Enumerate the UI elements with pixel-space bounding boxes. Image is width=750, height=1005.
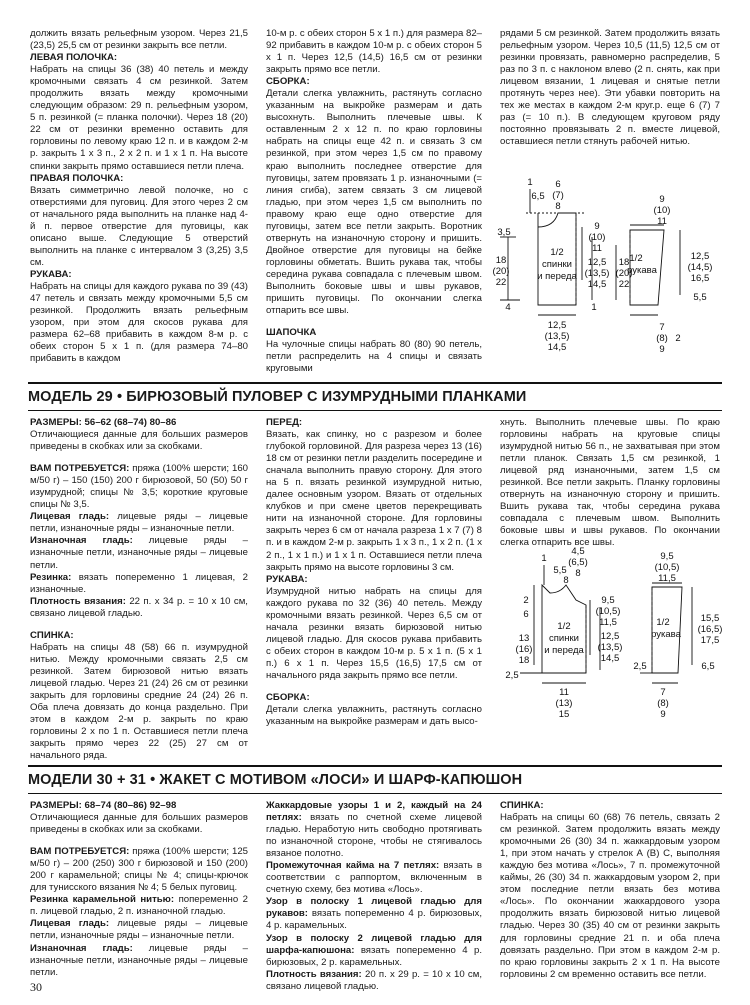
term-label: Резинка: [30, 571, 72, 583]
dim-label: 14,5 [547, 342, 567, 353]
model-30-31-title [28, 765, 722, 794]
dim-label: (13,5) [597, 642, 623, 653]
section-heading: РАЗМЕРЫ: 68–74 (80–86) 92–98 [30, 800, 177, 811]
dim-label: 18 [495, 255, 507, 266]
dim-label: 9 [659, 344, 665, 355]
paragraph: Вязать, как спинку, но с разрезом и более глубокой горловиной. Для разреза через 13 (16) 18 см от резинки петли разделить посередине и сначала выполнить правую сторону. Для этого на 5 п. вязать резинкой изумрудной нитью, далее основным узором. Вязать от отдельных клубков и при смене цветов перекрещивать нити на изнаночной стороне. Для горловины закрыть через 6 см от начала разреза 1 х 7 (7) 8 п. и в каждом 2-м р. закрыть 1 х 3 п., 1 х 2 п. (1 х 2 п., 1 х 1 п.) и 1 х 1 п. Оставшиеся петли плеча закрыть прямо на высоте горловины 3 см. [266, 429, 482, 573]
dim-label: 11,5 [599, 617, 617, 628]
dim-label: 2 [675, 333, 681, 344]
term-label: Изнаночная гладь: [30, 535, 133, 547]
dim-label: 9,5 [601, 595, 615, 606]
model29-pattern-diagram [500, 545, 730, 730]
piece-label: 1/2 [550, 247, 564, 258]
spacer [266, 317, 482, 327]
dim-label: 11 [657, 216, 667, 227]
term-label: Промежуточная кайма на 7 петлях: [266, 860, 440, 872]
term-label: Узор в полоску 1 лицевой гладью для рукавов: [266, 896, 482, 920]
term-label: Резинка карамельной нитью: [30, 894, 175, 906]
dim-label: (20) [615, 268, 633, 279]
dim-label: 8 [575, 568, 581, 579]
model30-col-3 [500, 800, 720, 981]
dim-label: 9 [660, 709, 666, 720]
dim-label: 5,5 [693, 292, 707, 303]
piece-label: и переда [537, 271, 577, 282]
dim-label: 15,5 [700, 613, 720, 624]
dim-label: 11,5 [658, 573, 676, 584]
top-col-3 [500, 28, 720, 148]
paragraph [30, 511, 248, 535]
paragraph [30, 572, 248, 596]
dim-label: (13) [555, 698, 573, 709]
model30-col-1 [30, 800, 248, 979]
dim-label: 9,5 [660, 551, 674, 562]
model29-col-1 [30, 417, 248, 762]
dim-label: 7 [660, 687, 666, 698]
paragraph: Изумрудной нитью набрать на спицы для каждого рукава по 32 (36) 40 петель. Между кромочными вязать резинкой. Через 6,5 см от начала резинки вязать бирюзовой нитью лицевой гладью. Для скосов рукава прибавить с обеих сторон в каждом 10-м р. 5 х 1 п. (5 х 1 п.) 6 х 1 п. Через 15,5 (16,5) 17,5 см от начального ряда закрыть прямо все петли. [266, 585, 482, 681]
dim-label: (10) [653, 205, 671, 216]
dim-label: 2,5 [633, 661, 647, 672]
term-text: пряжа (100% шерсти; 160 м/50 г) – 150 (150) 200 г бирюзовой, 50 (50) 50 г изумрудной; спицы № 3,5; короткие круговые спицы № 3,5. [30, 463, 248, 511]
paragraph [30, 463, 248, 511]
term-label: ВАМ ПОТРЕБУЕТСЯ: [30, 846, 130, 858]
piece-label: спинки [549, 633, 579, 644]
paragraph: 10-м р. с обеих сторон 5 х 1 п.) для размера 82–92 прибавить в каждом 10-м р. с обеих сторон 5 х 1 п. Через 12,5 (14,5) 16,5 см от резинки закрыть прямо все петли. [266, 28, 482, 76]
paragraph: рядами 5 см резинкой. Затем продолжить вязать рельефным узором. Через 10,5 (11,5) 12,5 см от резинки провязать, равномерно распределив, 5 раз по 3 п. с наклоном влево (2 п. снять, как при лицевом вязании, 1 лицевая и снятые петли протянуть через нее). Эти убавки повторить на тех же местах в каждом 2-м круг.р. еще 6 (7) 7 раз (= 10 п.). В следующем круговом ряду постоянно провязывать 2 п. вместе лицевой, оставшиеся петли стянуть рабочей нитью. [500, 28, 720, 148]
term-text: вязать в соответствии с раппортом, включенным в счетную схему, без мотива «Лось». [266, 860, 482, 896]
section-heading: ПЕРЕД: [266, 417, 303, 428]
paragraph [266, 860, 482, 896]
term-label: Изнаночная гладь: [30, 942, 133, 954]
paragraph: Отличающиеся данные для больших размеров приведены в скобках или за скобками. [30, 429, 248, 453]
dim-label: (6,5) [568, 557, 588, 568]
term-text: попеременно 2 п. лицевой гладью, 2 п. изнаночной гладью. [30, 894, 248, 918]
dim-label: (8) [656, 333, 668, 344]
term-text: вязать по счетной схеме лицевой гладью. Неработую нить свободно протягивать по изнаночной стороне, чтобы не стягивалось вязаное полотно. [266, 812, 482, 860]
dim-label: 1 [527, 177, 533, 188]
paragraph [30, 846, 248, 894]
dim-label: 6 [555, 179, 561, 190]
dim-label: 12,5 [587, 257, 607, 268]
term-label: Лицевая гладь: [30, 918, 110, 930]
dim-label: 22 [618, 279, 630, 290]
spacer [30, 453, 248, 463]
model29-col-3 [500, 417, 720, 550]
model-title: ЖАКЕТ С МОТИВОМ «ЛОСИ» И ШАРФ-КАПЮШОН [159, 772, 523, 788]
dim-label: 11 [559, 687, 569, 698]
dim-label: (10,5) [595, 606, 621, 617]
term-text: лицевые ряды – лицевые петли, изнаночные ряды – изнаночные петли. [30, 511, 248, 535]
piece-label: и переда [544, 645, 584, 656]
dim-label: 3,5 [497, 227, 511, 238]
paragraph: Набрать на спицы 36 (38) 40 петель и между кромочными связать 4 см резинкой. Затем продолжить вязать между кромочными следующим образом: 29 п. рельефным узором, 5 п. резинкой (= планка полочки). Через 18 (20) 22 см от резинки временно оставить для горловины по левому краю 12 п. и в каждом 2-м р. закрыть 1 х 3 п., 2 х 2 п. и 1 х 1 п. На высоте спинки закрыть прямо оставшиеся петли плеча. [30, 64, 248, 172]
dim-label: (16,5) [697, 624, 723, 635]
paragraph [30, 535, 248, 571]
piece-label: спинки [542, 259, 572, 270]
paragraph [30, 894, 248, 918]
paragraph [266, 969, 482, 993]
paragraph: Детали слегка увлажнить, растянуть согласно указанным на выкройке размерам и дать высохнуть. Выполнить плечевые швы. К оставленным 2 х 12 п. по краю горловины набрать на спицы еще 42 п. и связать 3 см резинкой, при этом через 1,5 см по правому краю выполнить последнее отверстие для пуговицы, затем провязать 1 р. изнаночными (= линия сгиба), затем связать 3 см лицевой гладью, при этом через 1,5 см выполнить по правому краю еще одно отверстие для пуговицы, затем все петли закрыть. Воротник отвернуть на изнаночную сторону и пришить. Двойное отверстие для пуговицы на бейке горловины обметать. Вшить рукава так, чтобы середина рукава совпадала с плечевым швом. Выполнить боковые швы и швы рукавов, пришить пуговицы. По окончании слегка отпарить все швы. [266, 88, 482, 317]
dim-label: 18 [518, 655, 530, 666]
dim-label: 16,5 [690, 273, 710, 284]
paragraph [266, 896, 482, 932]
dim-label: 12,5 [600, 631, 620, 642]
dim-label: 6,5 [701, 661, 715, 672]
section-heading: СПИНКА: [500, 800, 544, 811]
model29-col-2 [266, 417, 482, 728]
paragraph: Вязать симметрично левой полочке, но с отверстиями для пуговиц. Для этого через 2 см от начального ряда выполнить на планке над 4-й п. первое отверстие для пуговицы, как описано выше. Следующие 5 отверстий выполнить на планке с интервалом 3 (3,25) 3,5 см. [30, 184, 248, 268]
dim-label: 12,5 [547, 320, 567, 331]
dim-label: (13,5) [584, 268, 610, 279]
term-text: 20 п. х 29 р. = 10 х 10 см, связано лицевой гладью. [266, 968, 482, 992]
dim-label: (10) [588, 232, 606, 243]
term-label: Узор в полоску 2 лицевой гладью для шарфа-капюшона: [266, 932, 482, 956]
dim-label: 18 [618, 257, 630, 268]
dim-label: 9 [659, 194, 665, 205]
section-heading: СБОРКА: [266, 76, 310, 88]
spacer [30, 620, 248, 630]
dim-label: 22 [495, 277, 507, 288]
dim-label: 8 [555, 201, 561, 212]
dim-label: 13 [518, 633, 530, 644]
dim-label: 17,5 [700, 635, 720, 646]
top-col-1 [30, 28, 248, 365]
dim-label: 6 [523, 609, 529, 620]
spacer [266, 682, 482, 692]
model-number: МОДЕЛЬ 29 [28, 389, 113, 405]
dim-label: 12,5 [690, 251, 710, 262]
title-separator: • [112, 389, 127, 405]
paragraph: На чулочные спицы набрать 80 (80) 90 петель, петли распределить на 4 спицы и связать круговыми [266, 339, 482, 375]
term-label: Плотность вязания: [30, 595, 126, 607]
dim-label: 4,5 [571, 546, 585, 557]
section-heading: ШАПОЧКА [266, 327, 317, 339]
paragraph [30, 918, 248, 942]
paragraph [266, 800, 482, 860]
dim-label: 2 [523, 595, 529, 606]
dim-label: 1 [541, 553, 547, 564]
paragraph: Набрать на спицы 48 (58) 66 п. изумрудной нитью. Между кромочными связать 2,5 см резинкой. Затем бирюзовой нитью вязать лицевой гладью. Через 21 (24) 26 см от резинки закрыть для горловины средние 24 (24) 26 п. Оба плеча довязать до конца раздельно. При этом в каждом 2-м р. закрыть по краю горловины 2 х по 1 п. Оставшиеся петли плеча закрыть прямо через 22 (25) 27 см от начального ряда. [30, 641, 248, 762]
dim-label: 14,5 [600, 653, 620, 664]
dim-label: (7) [552, 190, 564, 201]
term-text: лицевые ряды – изнаночные петли, изнаночные ряды – лицевые петли. [30, 942, 248, 978]
top-col-2 [266, 28, 482, 375]
dim-label: (10,5) [654, 562, 680, 573]
dim-label: (14,5) [687, 262, 713, 273]
dim-label: 9 [594, 221, 600, 232]
term-text: пряжа (100% шерсти; 125 м/50 г) – 200 (250) 300 г бирюзовой и 150 (200) 200 г карамельной; спицы № 4; спицы-крючок для тунисского вязания № 4; 5 белых пуговиц. [30, 846, 248, 894]
paragraph: Детали слегка увлажнить, растянуть согласно указанным на выкройке размерам и дать высо- [266, 704, 482, 728]
term-text: вязать попеременно 4 р. бирюзовых, 4 р. карамельных. [266, 908, 482, 932]
piece-label: 1/2 [656, 617, 670, 628]
term-text: лицевые ряды – изнаночные петли, изнаночные ряды – лицевые петли. [30, 535, 248, 571]
section-heading: РУКАВА: [30, 268, 72, 280]
dim-label: 8 [563, 575, 569, 586]
paragraph [30, 596, 248, 620]
section-heading: СБОРКА: [266, 692, 310, 704]
dim-label: (16) [515, 644, 533, 655]
term-label: Плотность вязания: [266, 968, 362, 980]
piece-label: рукава [627, 265, 657, 276]
dim-label: 6,5 [531, 191, 545, 202]
dim-label: (8) [657, 698, 669, 709]
dim-label: (13,5) [544, 331, 570, 342]
section-heading: СПИНКА: [30, 629, 74, 641]
model-number: МОДЕЛИ 30 + 31 [28, 772, 146, 788]
term-label: Жаккардовые узоры 1 и 2, каждый на 24 петлях: [266, 800, 482, 824]
piece-label: 1/2 [557, 621, 571, 632]
section-heading: РАЗМЕРЫ: 56–62 (68–74) 80–86 [30, 417, 177, 428]
dim-label: 14,5 [587, 279, 607, 290]
term-text: лицевые ряды – лицевые петли, изнаночные ряды – изнаночные петли. [30, 918, 248, 942]
spacer [30, 836, 248, 846]
dim-label: 4 [505, 302, 511, 313]
dim-label: 2,5 [505, 670, 519, 681]
dim-label: 1 [591, 302, 597, 313]
dim-label: 15 [558, 709, 570, 720]
paragraph: Набрать на спицы для каждого рукава по 39 (43) 47 петель и связать между кромочными 5,5 см резинкой. Продолжить вязать рельефным узором, при этом для скосов рукава для размера 62–68 прибавить в каждом 8-м р. с обеих сторон 5 х 1 п. (для размера 74–80 прибавить в каждом [30, 280, 248, 365]
piece-label: 1/2 [629, 253, 643, 264]
model-29-title [28, 382, 722, 411]
page-number: 30 [30, 980, 42, 994]
section-heading: РУКАВА: [266, 573, 308, 585]
paragraph: Отличающиеся данные для больших размеров приведены в скобках или за скобками. [30, 812, 248, 836]
dim-label: 11 [592, 243, 602, 254]
model-title: БИРЮЗОВЫЙ ПУЛОВЕР С ИЗУМРУДНЫМИ ПЛАНКАМИ [126, 389, 527, 405]
model30-col-2 [266, 800, 482, 993]
section-heading: ПРАВАЯ ПОЛОЧКА: [30, 172, 124, 184]
paragraph [266, 933, 482, 969]
dim-label: 7 [659, 322, 665, 333]
section-heading: ЛЕВАЯ ПОЛОЧКА: [30, 52, 118, 64]
term-text: 22 п. х 34 р. = 10 х 10 см, связано лицевой гладью. [30, 595, 248, 619]
term-text: вязать попеременно 1 лицевая, 2 изнаночные. [30, 571, 248, 595]
piece-label: рукава [651, 629, 681, 640]
paragraph: хнуть. Выполнить плечевые швы. По краю горловины набрать на круговые спицы изумрудной нитью 56 п., не захватывая при этом петли планок. Связать 1,5 см резинкой, 1 лицевой ряд изнаночными, затем 1,5 см резинкой. Все петли закрыть. Планку горловины отвернуть на изнаночную сторону и пришить. Вшить рукава так, чтобы середина рукава совпадала с плечевым швом. Выполнить боковые швы и швы рукавов. По окончании слегка отпарить все швы. [500, 417, 720, 549]
term-text: вязать попеременно 4 р. бирюзовых, 2 р. карамельных. [266, 944, 482, 968]
top-pattern-diagram [492, 175, 746, 355]
paragraph: Набрать на спицы 60 (68) 76 петель, связать 2 см резинкой. Затем продолжить вязать между кромочными 26 (30) 34 п. жаккардовым узором 1, при этом начать у стрелок А (В) С, выполняя каждую без мотива «Лось», 7 п. промежуточной каймы, 26 (30) 34 п. жаккардовым узором 2, при этом последние петли вязать без мотива «Лось». По окончании жаккардового узора продолжить вязать бирюзовой нитью лицевой гладью. Через 30 (35) 40 см от резинки закрыть для горловины средние 21 п. и оба плеча довязать раздельно. При этом в каждом 2-м р. по краю горловины закрыть 2 х 1 п. На высоте горловины 2 см временно оставить все петли. [500, 812, 720, 980]
title-separator: • [145, 772, 160, 788]
term-label: ВАМ ПОТРЕБУЕТСЯ: [30, 463, 130, 475]
dim-label: 5,5 [553, 565, 567, 576]
term-label: Лицевая гладь: [30, 511, 110, 523]
paragraph: должить вязать рельефным узором. Через 21,5 (23,5) 25,5 см от резинки закрыть все петли. [30, 28, 248, 52]
dim-label: (20) [492, 266, 510, 277]
paragraph [30, 943, 248, 979]
